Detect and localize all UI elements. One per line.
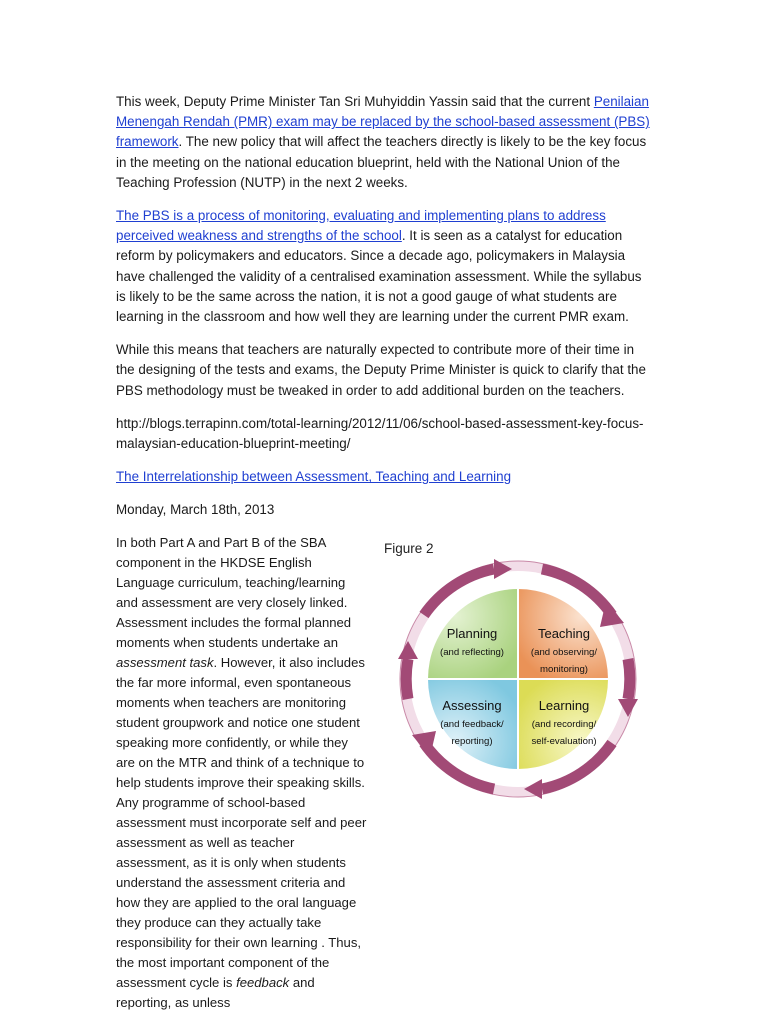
pbs-process-link[interactable]: The PBS is a process of monitoring, evaluating and implementing plans to address perceived weakness and strengths of the school	[116, 208, 606, 244]
pmr-replacement-link[interactable]: Penilaian Menengah Rendah (PMR) exam may be replaced by the school-based assessment (PBS) framework	[116, 94, 650, 150]
interrelationship-link[interactable]: The Interrelationship between Assessment, Teaching and Learning	[116, 469, 512, 485]
arrow-right	[628, 659, 630, 699]
document-page	[116, 92, 652, 1010]
teaching-label: Teaching	[537, 625, 591, 641]
paragraph-intro-rest: . The new policy that will affect the teachers directly is likely to be the key focus in the meeting on the national education blueprint, held with the National Union of the Teaching Profession (NUTP) in the next 2 weeks.	[116, 134, 647, 190]
cycle-diagram	[384, 555, 652, 805]
teaching-sublabel-2: monitoring)	[540, 663, 588, 675]
body-text-part-a: In both Part A and Part B of the SBA component in the HKDSE English Language curriculum, teaching/learning and assessment are very closely linked. Assessment includes the formal planned moments when students undertake an	[116, 534, 352, 650]
learning-sublabel-1: (and recording/	[531, 718, 597, 730]
section-heading	[116, 467, 652, 487]
figure-caption: Figure 2	[384, 540, 434, 556]
post-date: Monday, March 18th, 2013	[116, 502, 275, 518]
paragraph-pbs-rest: . It is seen as a catalyst for education reform by policymakers and educators. Since a decade ago, policymakers in Malaysia have challenged the validity of a centralised examination assessment. While the syllabus is likely to be the same across the nation, it is not a good gauge of what students are learning in the classroom and how well they are learning under the current PMR exam.	[116, 228, 642, 325]
learning-sublabel-2: self-evaluation)	[531, 735, 597, 747]
assessment-task-term: assessment task	[116, 654, 214, 670]
assessing-sublabel-2: reporting)	[451, 735, 493, 747]
figure-assessment-cycle	[384, 533, 652, 823]
planning-label: Planning	[446, 625, 498, 641]
body-text	[116, 533, 370, 1013]
paragraph-teachers: While this means that teachers are naturally expected to contribute more of their time in the designing of the tests and exams, the Deputy Prime Minister is quick to clarify that the PBS methodology must be tweaked in order to add additional burden on the teachers.	[116, 342, 646, 398]
paragraph-pbs	[116, 206, 652, 327]
learning-label: Learning	[538, 697, 590, 713]
assessing-sublabel-1: (and feedback/	[440, 718, 504, 730]
planning-sublabel: (and reflecting)	[440, 646, 504, 658]
teaching-sublabel-1: (and observing/	[530, 646, 598, 658]
body-with-figure	[116, 533, 652, 1010]
body-text-part-b: . However, it also includes the far more informal, even spontaneous moments when teachers are monitoring student groupwork and notice one student speaking more confidently, or while they are on the MTR and think of a technique to help students improve their speaking skills. Any programme of school-based assessment must incorporate self and peer assessment as well as teacher assessment, as it is only when students understand the assessment criteria and how they are applied to the oral language they produce can they actually take responsibility for their own learning . Thus, the most important component of the assessment cycle is	[116, 654, 367, 990]
paragraph-intro-lead: This week, Deputy Prime Minister Tan Sri Muhyiddin Yassin said that the current	[116, 94, 594, 109]
paragraph-intro	[116, 92, 652, 193]
arrow-left	[406, 659, 408, 699]
body-text-part-c: and reporting, as unless	[116, 974, 315, 1010]
assessing-label: Assessing	[442, 697, 502, 713]
source-url: http://blogs.terrapinn.com/total-learning/2012/11/06/school-based-assessment-key-focus-malaysian-education-blueprint-meeting/	[116, 415, 644, 452]
feedback-term: feedback	[236, 974, 290, 990]
